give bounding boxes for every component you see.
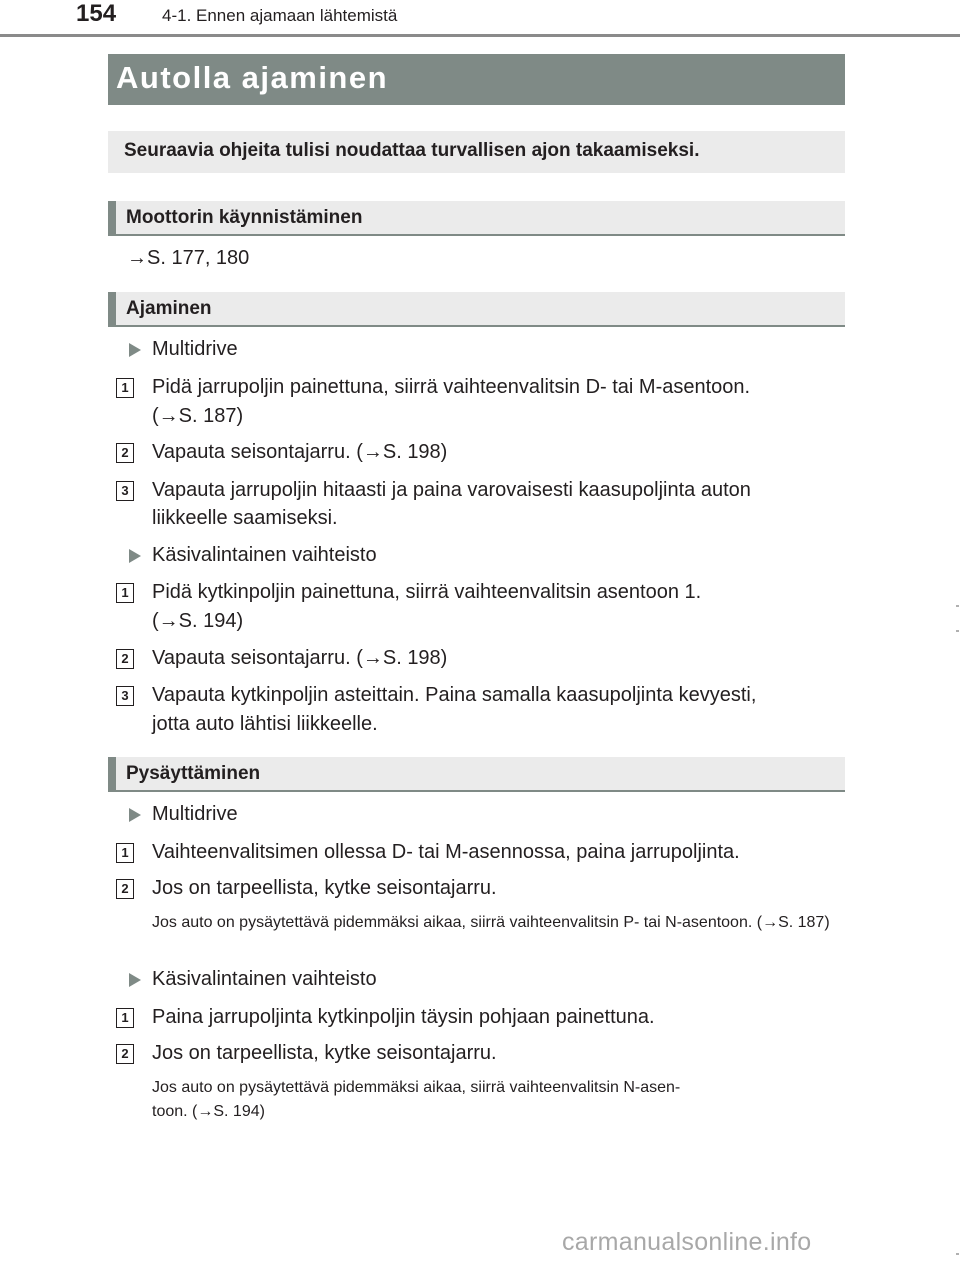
step-text: Jos on tarpeellista, kytke seisontajarru.	[152, 1042, 497, 1064]
watermark[interactable]: carmanualsonline.info	[562, 1228, 812, 1256]
step-text: Jos on tarpeellista, kytke seisontajarru.	[152, 877, 497, 899]
step-text: Vapauta kytkinpoljin asteittain. Paina samalla kaasupoljinta kevyesti,	[152, 684, 757, 706]
note-text: Jos auto on pysäytettävä pidemmäksi aikaa, siirrä vaihteenvalitsin N-asen-	[152, 1079, 681, 1096]
step-number-badge: 1	[116, 1008, 134, 1028]
section-title: 4-1. Ennen ajamaan lähtemistä	[162, 6, 398, 25]
step-text: Vaihteenvalitsimen ollessa D- tai M-asennossa, paina jarrupoljinta.	[152, 841, 740, 863]
triangle-bullet-icon	[129, 973, 141, 987]
triangle-bullet-icon	[129, 549, 141, 563]
bullet-label: Multidrive	[152, 338, 238, 360]
step-text-continued: jotta auto lähtisi liikkeelle.	[152, 713, 378, 735]
triangle-bullet-icon	[129, 808, 141, 822]
step-number-badge: 3	[116, 481, 134, 501]
page-title: Autolla ajaminen	[116, 60, 389, 95]
title-banner	[108, 54, 845, 105]
step-number-badge: 1	[116, 583, 134, 603]
step-text-continued[interactable]: (→S. 187)	[152, 405, 244, 427]
print-mark	[956, 605, 959, 607]
header-divider	[0, 34, 960, 37]
intro-box	[108, 131, 845, 173]
step-text: Pidä jarrupoljin painettuna, siirrä vaihteenvalitsin D- tai M-asentoon.	[152, 376, 751, 398]
starting-reference-link[interactable]: →S. 177, 180	[127, 247, 250, 269]
step-text-continued: liikkeelle saamiseksi.	[152, 507, 338, 529]
bullet-label: Käsivalintainen vaihteisto	[152, 968, 377, 990]
step-number-badge: 1	[116, 843, 134, 863]
bullet-label: Multidrive	[152, 803, 238, 825]
page-number: 154	[76, 0, 117, 27]
subheading-starting-label: Moottorin käynnistäminen	[126, 207, 363, 228]
step-text: Pidä kytkinpoljin painettuna, siirrä vaihteenvalitsin asentoon 1.	[152, 581, 702, 603]
step-number-badge: 3	[116, 686, 134, 706]
intro-text: Seuraavia ohjeita tulisi noudattaa turvallisen ajon takaamiseksi.	[124, 140, 700, 161]
bullet-label: Käsivalintainen vaihteisto	[152, 544, 377, 566]
step-number-badge: 2	[116, 443, 134, 463]
step-number-badge: 1	[116, 378, 134, 398]
note-text: Jos auto on pysäytettävä pidemmäksi aikaa, siirrä vaihteenvalitsin P- tai N-asentoon. (→S. 187)	[152, 914, 830, 931]
step-number-badge: 2	[116, 879, 134, 899]
step-text-continued[interactable]: (→S. 194)	[152, 610, 244, 632]
subheading-driving	[108, 292, 845, 327]
step-number-badge: 2	[116, 1044, 134, 1064]
step-number-badge: 2	[116, 649, 134, 669]
step-text: Vapauta jarrupoljin hitaasti ja paina varovaisesti kaasupoljinta auton	[152, 479, 751, 501]
subheading-starting	[108, 201, 845, 236]
subheading-stopping-label: Pysäyttäminen	[126, 763, 261, 784]
subheading-driving-label: Ajaminen	[126, 298, 212, 319]
subheading-stopping	[108, 757, 845, 792]
print-mark	[956, 630, 959, 632]
triangle-bullet-icon	[129, 343, 141, 357]
step-text: Paina jarrupoljinta kytkinpoljin täysin pohjaan painettuna.	[152, 1006, 655, 1028]
print-mark	[956, 1253, 959, 1255]
note-text-continued[interactable]: toon. (→S. 194)	[152, 1103, 265, 1120]
step-text: Vapauta seisontajarru. (→S. 198)	[152, 441, 448, 463]
step-text: Vapauta seisontajarru. (→S. 198)	[152, 647, 448, 669]
